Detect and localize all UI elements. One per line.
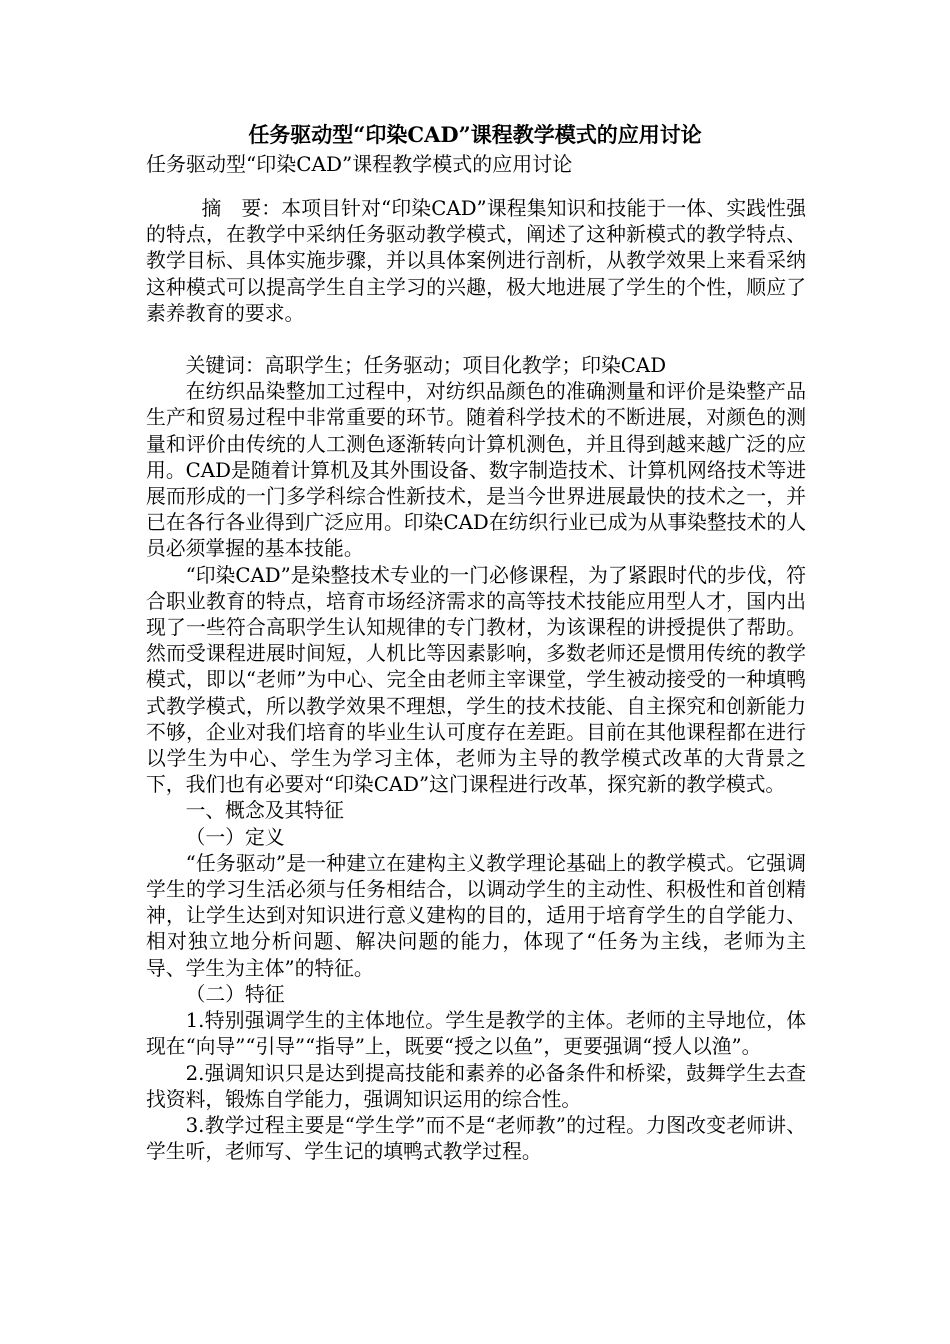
document-body (146, 196, 806, 1165)
subsection-heading-definition: （一）定义 (185, 825, 285, 849)
body-paragraph-3: “任务驱动”是一种建立在建构主义教学理论基础上的教学模式。它强调学生的学习生活必须与任务相结合，以调动学生的主动性、积极性和首创精神，让学生达到对知识进行意义建构的目的，适用于培育学生的自学能力、相对独立地分析问题、解决问题的能力，体现了“任务为主线，老师为主导、学生为主体”的特征。 (146, 851, 806, 980)
keywords-line: 关键词：高职学生；任务驱动；项目化教学；印染CAD (185, 354, 667, 378)
body-paragraph-1: 在纺织品染整加工过程中，对纺织品颜色的准确测量和评价是染整产品生产和贸易过程中非常重要的环节。随着科学技术的不断进展，对颜色的测量和评价由传统的人工测色逐渐转向计算机测色，并且得到越来越广泛的应用。CAD是随着计算机及其外围设备、数字制造技术、计算机网络技术等进展而形成的一门多学科综合性新技术，是当今世界进展最快的技术之一，并已在各行各业得到广泛应用。印染CAD在纺织行业已成为从事染整技术的人员必须掌握的基本技能。 (146, 380, 806, 561)
document-subtitle: 任务驱动型“印染CAD”课程教学模式的应用讨论 (146, 152, 573, 176)
feature-item-2: 2.强调知识只是达到提高技能和素养的必备条件和桥梁，鼓舞学生去查找资料，锻炼自学能力，强调知识运用的综合性。 (146, 1061, 806, 1111)
body-paragraph-2: “印染CAD”是染整技术专业的一门必修课程，为了紧跟时代的步伐，符合职业教育的特点，培育市场经济需求的高等技术技能应用型人才，国内出现了一些符合高职学生认知规律的专门教材，为该课程的讲授提供了帮助。然而受课程进展时间短，人机比等因素影响，多数老师还是惯用传统的教学模式，即以“老师”为中心、完全由老师主宰课堂，学生被动接受的一种填鸭式教学模式，所以教学效果不理想，学生的技术技能、自主探究和创新能力不够，企业对我们培育的毕业生认可度存在差距。目前在其他课程都在进行以学生为中心、学生为学习主体，老师为主导的教学模式改革的大背景之下，我们也有必要对“印染CAD”这门课程进行改革，探究新的教学模式。 (146, 563, 806, 797)
feature-item-3: 3.教学过程主要是“学生学”而不是“老师教”的过程。力图改变老师讲、学生听，老师写、学生记的填鸭式教学过程。 (146, 1113, 806, 1164)
blank-line (146, 327, 806, 353)
document-title: 任务驱动型“印染CAD”课程教学模式的应用讨论 (248, 122, 702, 147)
subsection-heading-features: （二）特征 (185, 982, 285, 1006)
section-heading-1: 一、概念及其特征 (185, 799, 344, 823)
feature-item-1: 1.特别强调学生的主体地位。学生是教学的主体。老师的主导地位，体现在“向导”“引导”“指导”上，既要“授之以鱼”，更要强调“授人以渔”。 (146, 1009, 806, 1059)
abstract-paragraph: 摘 要：本项目针对“印染CAD”课程集知识和技能于一体、实践性强的特点，在教学中采纳任务驱动教学模式，阐述了这种新模式的教学特点、教学目标、具体实施步骤，并以具体案例进行剖析，从教学效果上来看采纳这种模式可以提高学生自主学习的兴趣，极大地进展了学生的个性，顺应了素养教育的要求。 (146, 197, 806, 325)
